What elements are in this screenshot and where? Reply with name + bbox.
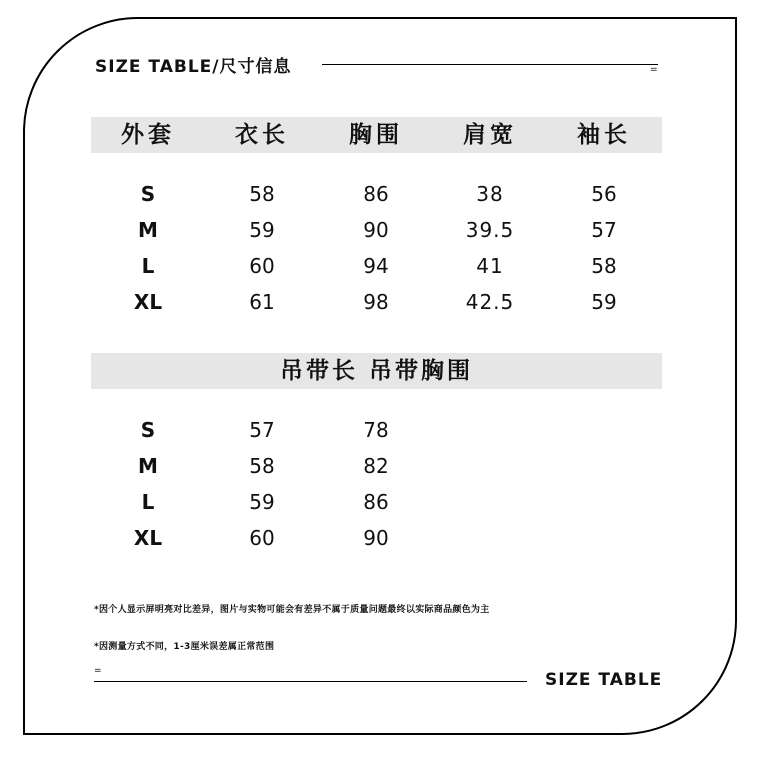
title-rule xyxy=(322,64,658,65)
note-measurement-error: *因测量方式不同，1-3厘米误差属正常范围 xyxy=(94,642,275,652)
table1-header-garment: 外套 xyxy=(121,121,175,148)
table-cell: 56 xyxy=(591,182,617,206)
table-cell: S xyxy=(140,182,156,206)
table-cell: 42.5 xyxy=(465,290,515,314)
bottom-tick-mark: = xyxy=(94,666,102,676)
table-cell: S xyxy=(140,418,156,442)
table-cell: 59 xyxy=(249,218,275,242)
table1-header-length: 衣长 xyxy=(235,121,289,148)
table1-header-bust: 胸围 xyxy=(349,121,403,148)
table-cell: 57 xyxy=(591,218,617,242)
table1-header-shoulder: 肩宽 xyxy=(463,121,517,148)
table-cell: 78 xyxy=(363,418,389,442)
table-cell: 59 xyxy=(249,490,275,514)
table-cell: 90 xyxy=(363,218,389,242)
table-cell: 60 xyxy=(249,526,275,550)
table-cell: 58 xyxy=(249,182,275,206)
table-cell: 41 xyxy=(476,254,504,278)
table-cell: XL xyxy=(133,526,163,550)
table-cell: 90 xyxy=(363,526,389,550)
table-cell: XL xyxy=(133,290,163,314)
table1-header-sleeve: 袖长 xyxy=(577,121,631,148)
size-table-title: SIZE TABLE/尺寸信息 xyxy=(95,57,292,77)
table-cell: 98 xyxy=(363,290,389,314)
top-tick-mark: = xyxy=(650,65,658,75)
table2-header: 吊带长 吊带胸围 xyxy=(279,357,473,384)
table-cell: 60 xyxy=(249,254,275,278)
table-cell: L xyxy=(141,490,155,514)
table-cell: 86 xyxy=(363,182,389,206)
table-cell: 58 xyxy=(591,254,617,278)
table-cell: 59 xyxy=(591,290,617,314)
table-cell: 58 xyxy=(249,454,275,478)
footer-size-table-title: SIZE TABLE xyxy=(545,670,663,690)
table-cell: 38 xyxy=(476,182,504,206)
table-cell: M xyxy=(138,218,158,242)
table-cell: 94 xyxy=(363,254,389,278)
note-display-difference: *因个人显示屏明亮对比差异，图片与实物可能会有差异不属于质量问题最终以实际商品颜色为主 xyxy=(94,605,490,615)
table-cell: 86 xyxy=(363,490,389,514)
table-cell: L xyxy=(141,254,155,278)
table-cell: 61 xyxy=(249,290,275,314)
table-cell: 82 xyxy=(363,454,389,478)
table-cell: 39.5 xyxy=(465,218,515,242)
table-cell: 57 xyxy=(249,418,275,442)
table-cell: M xyxy=(138,454,158,478)
footer-rule xyxy=(94,681,527,682)
